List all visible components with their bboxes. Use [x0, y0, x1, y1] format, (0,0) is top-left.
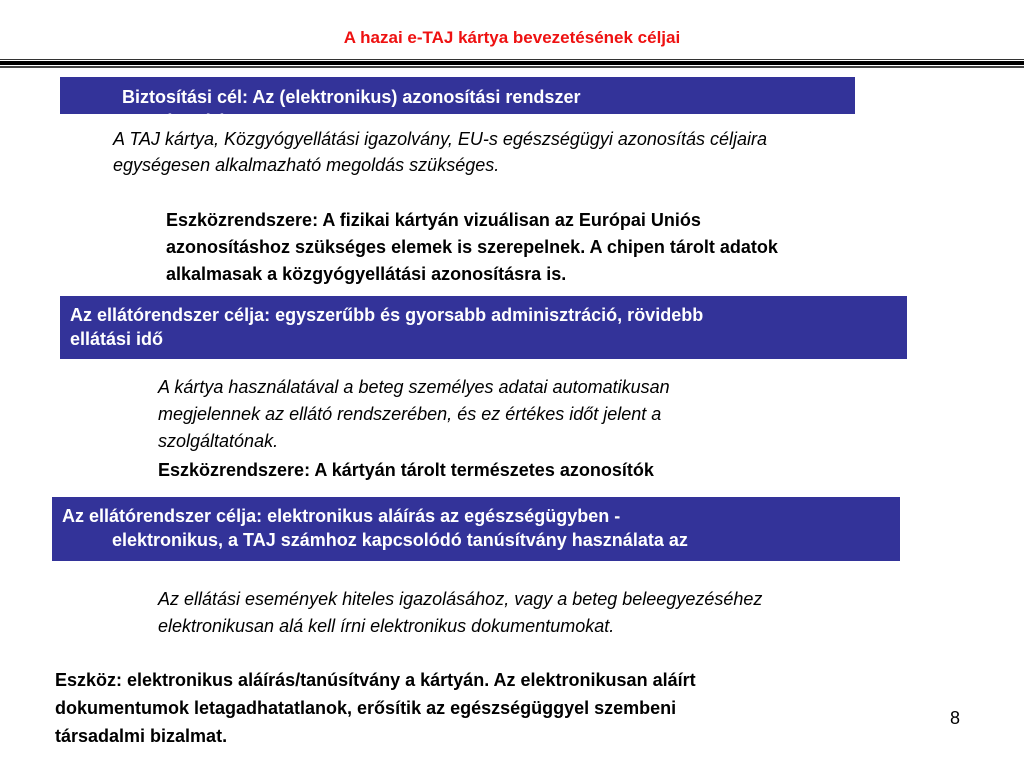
section-header-esignature-goal: [52, 497, 900, 561]
description-line: A kártya használatával a beteg személyes adatai automatikusan: [158, 377, 670, 397]
description-line: A TAJ kártya, Közgyógyellátási igazolvány, EU-s egészségügyi azonosítás céljaira: [113, 129, 767, 149]
section-header-line: egységesítése: [122, 111, 246, 131]
description-line: megjelennek az ellátó rendszerében, és ez értékes időt jelent a: [158, 404, 662, 424]
tool-line: társadalmi bizalmat.: [55, 726, 228, 746]
title-divider: [0, 66, 1024, 68]
section-header-line: Biztosítási cél: Az (elektronikus) azonosítási rendszer: [122, 87, 581, 107]
section-description: [113, 126, 993, 178]
section-tool: [158, 457, 858, 483]
section-description: [158, 586, 958, 640]
tool-line: alkalmasak a közgyógyellátási azonosításra is.: [166, 264, 567, 284]
description-line: egységesen alkalmazható megoldás szükséges.: [113, 155, 500, 175]
description-line: Az ellátási események hiteles igazolásához, vagy a beteg beleegyezéséhez: [158, 589, 763, 609]
title-divider: [0, 59, 1024, 60]
tool-line: dokumentumok letagadhatatlanok, erősítik az egészségüggyel szembeni: [55, 698, 677, 718]
tool-line: azonosításhoz szükséges elemek is szerepelnek. A chipen tárolt adatok: [166, 237, 778, 257]
slide-title: A hazai e-TAJ kártya bevezetésének céljai: [343, 28, 681, 47]
title-divider: [0, 61, 1024, 65]
description-line: szolgáltatónak.: [158, 431, 279, 451]
tool-line: Eszközrendszere: A kártyán tárolt természetes azonosítók: [158, 460, 654, 480]
tool-line: Eszköz: elektronikus aláírás/tanúsítvány a kártyán. Az elektronikusan aláírt: [55, 670, 696, 690]
section-header-line: Az ellátórendszer célja: elektronikus aláírás az egészségügyben -: [62, 506, 621, 526]
description-line: elektronikusan alá kell írni elektronikus dokumentumokat.: [158, 616, 615, 636]
section-header-line: elektronikus, a TAJ számhoz kapcsolódó tanúsítvány használata az: [112, 530, 688, 550]
section-header-line: ellátási idő: [70, 329, 164, 349]
section-header-administration-goal: [60, 296, 907, 359]
section-tool: [55, 666, 885, 750]
section-description: [158, 374, 858, 455]
page-number: 8: [950, 708, 961, 728]
section-header-line: Az ellátórendszer célja: egyszerűbb és gyorsabb adminisztráció, rövidebb: [70, 305, 704, 325]
section-tool: [166, 207, 966, 288]
tool-line: Eszközrendszere: A fizikai kártyán vizuálisan az Európai Uniós: [166, 210, 701, 230]
section-header-insurance-goal: [60, 77, 855, 131]
